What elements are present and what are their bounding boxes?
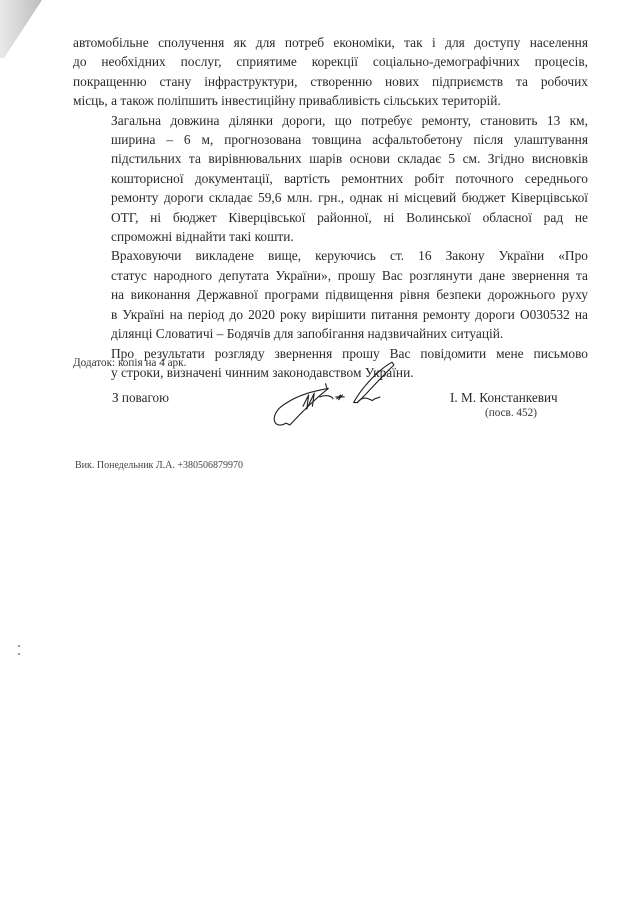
signer-name: І. М. Констанкевич <box>450 390 558 405</box>
attachment-note: Додаток: копія на 4 арк. <box>73 357 187 369</box>
text-line: спроможні віднайти такі кошти. <box>111 229 294 245</box>
executor-contact: Вик. Понедельник Л.А. +380506879970 <box>75 460 244 471</box>
scan-specks <box>18 645 20 661</box>
text-line: Про результати розгляду звернення прошу Вас повідомити мене письмово <box>111 345 588 361</box>
text-line: у строки, визначені чинним законодавством України. <box>111 364 414 380</box>
page-fold-corner <box>0 0 42 58</box>
text-line: кошторисної документації, вартість ремонтних робіт поточного середнього <box>111 170 588 186</box>
text-line: ділянці Словатичі – Бодячів для запобігання надзвичайних ситуацій. <box>111 326 504 342</box>
paragraph-p1 <box>73 33 588 111</box>
paragraph-p2 <box>73 111 588 247</box>
text-line: Загальна довжина ділянки дороги, що потребує ремонту, становить 13 км, <box>111 112 588 128</box>
text-line: статус народного депутата України», прошу Вас розглянути дане звернення та <box>111 267 588 283</box>
text-line: на виконання Державної програми підвищення рівня безпеки дорожнього руху <box>111 287 588 303</box>
text-line: Враховуючи викладене вище, керуючись ст. 16 Закону України «Про <box>111 248 588 264</box>
closing-phrase: З повагою <box>112 390 169 405</box>
text-line: в Україні на період до 2020 року вирішити питання ремонту дороги О030532 на <box>111 306 588 322</box>
text-line: покращенню стану інфраструктури, створенню нових підприємств та робочих <box>73 73 588 89</box>
letter-body <box>73 33 588 382</box>
signer-certificate: (посв. 452) <box>485 407 537 419</box>
text-line: підстильних та вирівнювальних шарів основи складає 5 см. Згідно висновків <box>111 151 588 167</box>
text-line: ремонту дороги складає 59,6 млн. грн., однак ні місцевий бюджет Ківерцівської <box>111 190 588 206</box>
text-line: до необхідних послуг, сприятиме корекції соціально-демографічних процесів, <box>73 54 588 70</box>
paragraph-p3 <box>73 246 588 343</box>
handwritten-signature <box>258 355 408 435</box>
text-line: автомобільне сполучення як для потреб економіки, так і для доступу населення <box>73 35 588 50</box>
text-line: місць, а також поліпшить інвестиційну привабливість сільських територій. <box>73 93 501 109</box>
text-line: ширина – 6 м, прогнозована товщина асфальтобетону після улаштування <box>111 132 588 148</box>
text-line: ОТГ, ні бюджет Ківерцівської районної, ні Волинської обласної рад не <box>111 209 588 225</box>
